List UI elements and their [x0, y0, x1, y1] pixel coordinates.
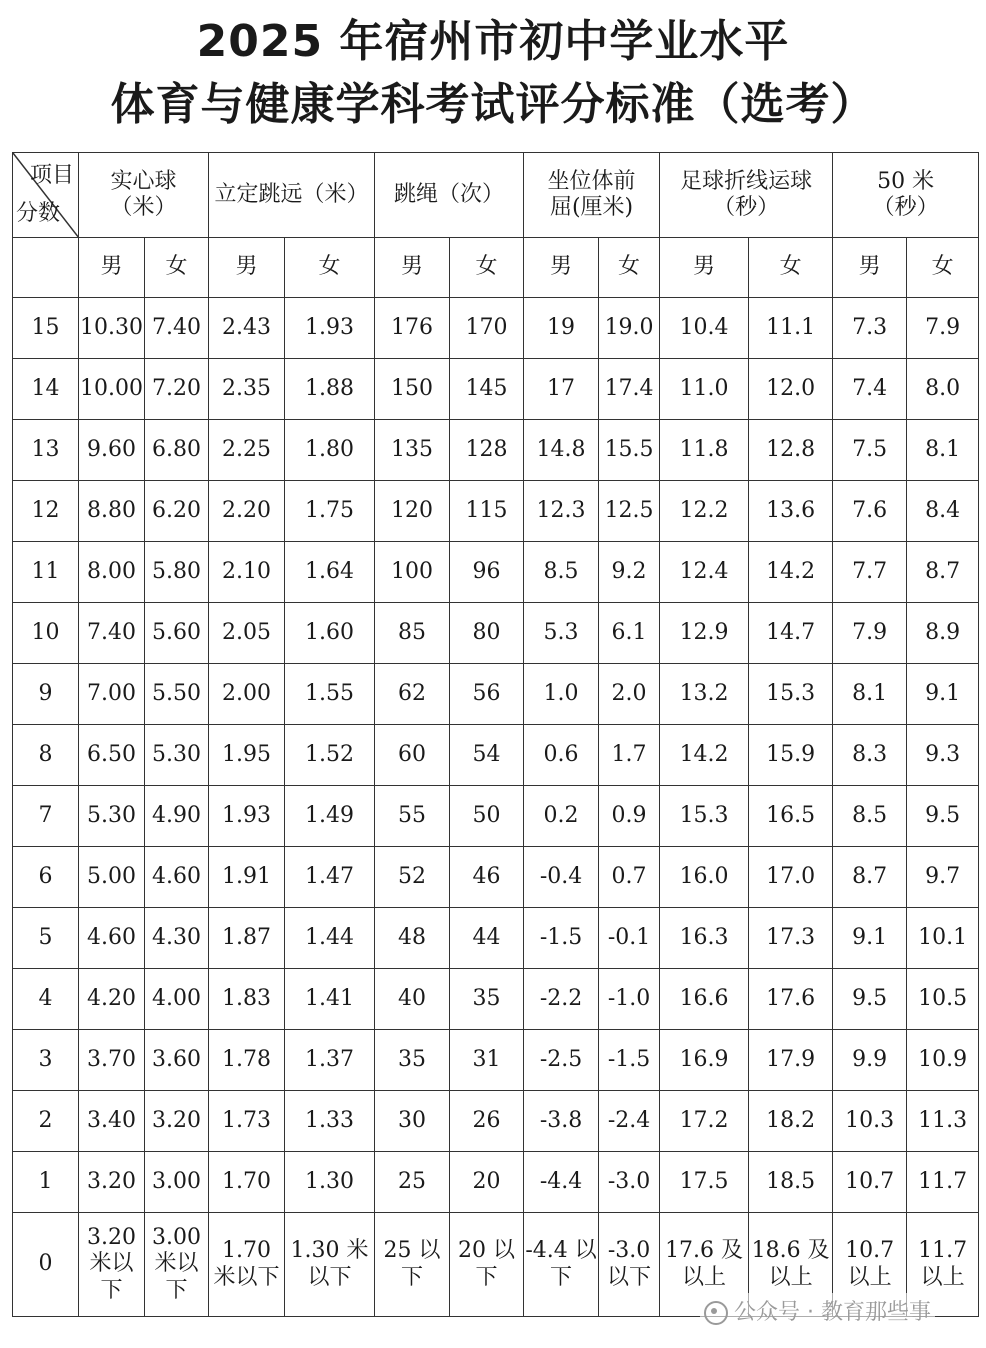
value-cell: 8.1 [833, 664, 907, 725]
value-cell: 10.4 [660, 298, 749, 359]
value-cell: -1.5 [599, 1030, 660, 1091]
value-cell: 1.60 [285, 603, 375, 664]
value-cell: -3.0 [599, 1152, 660, 1213]
value-cell: 17.6 [749, 969, 833, 1030]
item-header: 立定跳远（米） [209, 153, 375, 238]
wechat-icon [704, 1301, 728, 1325]
value-cell: 1.87 [209, 908, 285, 969]
value-cell: 26 [450, 1091, 524, 1152]
value-cell: 11.1 [749, 298, 833, 359]
value-cell: 9.1 [907, 664, 979, 725]
value-cell: 12.3 [524, 481, 599, 542]
value-cell: 17.3 [749, 908, 833, 969]
value-cell: 6.1 [599, 603, 660, 664]
value-cell: 40 [375, 969, 450, 1030]
value-cell: 25 [375, 1152, 450, 1213]
value-cell: 11.0 [660, 359, 749, 420]
score-cell: 7 [13, 786, 79, 847]
value-cell: 1.70 米以下 [209, 1213, 285, 1317]
value-cell: -0.4 [524, 847, 599, 908]
value-cell: 6.20 [145, 481, 209, 542]
item-header: 坐位体前 屈(厘米) [524, 153, 660, 238]
value-cell: 17.4 [599, 359, 660, 420]
value-cell: 0.9 [599, 786, 660, 847]
value-cell: 9.60 [79, 420, 145, 481]
value-cell: 7.9 [833, 603, 907, 664]
value-cell: 0.7 [599, 847, 660, 908]
value-cell: 3.20 米以下 [79, 1213, 145, 1317]
value-cell: 18.2 [749, 1091, 833, 1152]
female-header: 女 [749, 238, 833, 298]
value-cell: 1.37 [285, 1030, 375, 1091]
value-cell: 7.40 [145, 298, 209, 359]
value-cell: 9.9 [833, 1030, 907, 1091]
value-cell: 11.8 [660, 420, 749, 481]
value-cell: 0.2 [524, 786, 599, 847]
value-cell: 9.1 [833, 908, 907, 969]
value-cell: 5.30 [145, 725, 209, 786]
value-cell: 3.60 [145, 1030, 209, 1091]
value-cell: -2.4 [599, 1091, 660, 1152]
value-cell: 17.5 [660, 1152, 749, 1213]
value-cell: 1.64 [285, 542, 375, 603]
value-cell: 7.3 [833, 298, 907, 359]
value-cell: 3.00 米以下 [145, 1213, 209, 1317]
value-cell: 10.1 [907, 908, 979, 969]
score-cell: 2 [13, 1091, 79, 1152]
male-header: 男 [375, 238, 450, 298]
value-cell: 1.52 [285, 725, 375, 786]
value-cell: 3.20 [145, 1091, 209, 1152]
value-cell: 15.9 [749, 725, 833, 786]
value-cell: 8.5 [524, 542, 599, 603]
value-cell: 120 [375, 481, 450, 542]
value-cell: 30 [375, 1091, 450, 1152]
value-cell: 1.70 [209, 1152, 285, 1213]
table-row [13, 847, 979, 908]
header-row-gender [13, 238, 979, 298]
score-cell: 1 [13, 1152, 79, 1213]
score-cell: 6 [13, 847, 79, 908]
item-header: 跳绳（次） [375, 153, 524, 238]
value-cell: -1.0 [599, 969, 660, 1030]
value-cell: 1.47 [285, 847, 375, 908]
table-row [13, 420, 979, 481]
value-cell: 20 以下 [450, 1213, 524, 1317]
value-cell: 8.00 [79, 542, 145, 603]
value-cell: 8.3 [833, 725, 907, 786]
value-cell: 12.2 [660, 481, 749, 542]
table-row [13, 603, 979, 664]
value-cell: 4.60 [79, 908, 145, 969]
value-cell: 12.9 [660, 603, 749, 664]
value-cell: 170 [450, 298, 524, 359]
value-cell: 8.1 [907, 420, 979, 481]
value-cell: 5.30 [79, 786, 145, 847]
table-row [13, 725, 979, 786]
value-cell: 17.0 [749, 847, 833, 908]
value-cell: 1.30 米以下 [285, 1213, 375, 1317]
value-cell: 18.6 及以上 [749, 1213, 833, 1317]
value-cell: 100 [375, 542, 450, 603]
value-cell: 2.0 [599, 664, 660, 725]
value-cell: 62 [375, 664, 450, 725]
value-cell: 5.50 [145, 664, 209, 725]
table-row [13, 542, 979, 603]
score-cell: 9 [13, 664, 79, 725]
value-cell: 145 [450, 359, 524, 420]
score-table [12, 152, 979, 1317]
value-cell: 10.30 [79, 298, 145, 359]
value-cell: 2.05 [209, 603, 285, 664]
score-cell: 15 [13, 298, 79, 359]
female-header: 女 [599, 238, 660, 298]
value-cell: 46 [450, 847, 524, 908]
value-cell: 3.00 [145, 1152, 209, 1213]
score-cell: 11 [13, 542, 79, 603]
value-cell: 7.20 [145, 359, 209, 420]
value-cell: 10.7 以上 [833, 1213, 907, 1317]
value-cell: 85 [375, 603, 450, 664]
value-cell: 6.80 [145, 420, 209, 481]
value-cell: 1.7 [599, 725, 660, 786]
value-cell: 17.2 [660, 1091, 749, 1152]
value-cell: 2.20 [209, 481, 285, 542]
value-cell: 1.49 [285, 786, 375, 847]
value-cell: 17.9 [749, 1030, 833, 1091]
value-cell: -0.1 [599, 908, 660, 969]
table-row [13, 481, 979, 542]
value-cell: 1.88 [285, 359, 375, 420]
female-header: 女 [285, 238, 375, 298]
value-cell: 3.40 [79, 1091, 145, 1152]
value-cell: -2.5 [524, 1030, 599, 1091]
value-cell: 1.95 [209, 725, 285, 786]
female-header: 女 [907, 238, 979, 298]
value-cell: 11.7 [907, 1152, 979, 1213]
value-cell: 1.33 [285, 1091, 375, 1152]
item-header: 实心球 （米） [79, 153, 209, 238]
value-cell: 10.5 [907, 969, 979, 1030]
value-cell: 1.91 [209, 847, 285, 908]
score-cell: 13 [13, 420, 79, 481]
value-cell: 8.5 [833, 786, 907, 847]
watermark-text: 公众号 · 教育那些事 [734, 1300, 931, 1325]
value-cell: 19 [524, 298, 599, 359]
value-cell: -4.4 [524, 1152, 599, 1213]
value-cell: 7.7 [833, 542, 907, 603]
value-cell: 5.60 [145, 603, 209, 664]
score-cell: 12 [13, 481, 79, 542]
value-cell: 8.7 [907, 542, 979, 603]
table-row [13, 969, 979, 1030]
value-cell: 14.8 [524, 420, 599, 481]
value-cell: 13.2 [660, 664, 749, 725]
value-cell: 16.9 [660, 1030, 749, 1091]
value-cell: 16.6 [660, 969, 749, 1030]
score-cell: 0 [13, 1213, 79, 1317]
value-cell: 96 [450, 542, 524, 603]
value-cell: 8.0 [907, 359, 979, 420]
value-cell: 19.0 [599, 298, 660, 359]
table-row [13, 908, 979, 969]
corner-cell [13, 153, 79, 238]
value-cell: 12.4 [660, 542, 749, 603]
table-row [13, 786, 979, 847]
value-cell: 25 以下 [375, 1213, 450, 1317]
value-cell: 16.3 [660, 908, 749, 969]
value-cell: 55 [375, 786, 450, 847]
value-cell: 1.80 [285, 420, 375, 481]
score-cell: 10 [13, 603, 79, 664]
value-cell: 1.93 [285, 298, 375, 359]
value-cell: 0.6 [524, 725, 599, 786]
female-header: 女 [450, 238, 524, 298]
value-cell: 1.44 [285, 908, 375, 969]
value-cell: 56 [450, 664, 524, 725]
value-cell: 13.6 [749, 481, 833, 542]
value-cell: 10.3 [833, 1091, 907, 1152]
value-cell: 44 [450, 908, 524, 969]
value-cell: 2.10 [209, 542, 285, 603]
value-cell: 48 [375, 908, 450, 969]
male-header: 男 [524, 238, 599, 298]
corner-top-label: 项目 [29, 163, 74, 188]
value-cell: 1.30 [285, 1152, 375, 1213]
watermark [700, 1293, 935, 1328]
value-cell: 11.7 以上 [907, 1213, 979, 1317]
value-cell: 18.5 [749, 1152, 833, 1213]
score-cell: 4 [13, 969, 79, 1030]
value-cell: 135 [375, 420, 450, 481]
value-cell: 7.00 [79, 664, 145, 725]
value-cell: 17 [524, 359, 599, 420]
value-cell: 17.6 及以上 [660, 1213, 749, 1317]
value-cell: 10.00 [79, 359, 145, 420]
value-cell: 20 [450, 1152, 524, 1213]
table-row [13, 1091, 979, 1152]
table-row [13, 664, 979, 725]
value-cell: 16.5 [749, 786, 833, 847]
value-cell: 6.50 [79, 725, 145, 786]
value-cell: 115 [450, 481, 524, 542]
value-cell: 14.2 [660, 725, 749, 786]
item-header: 足球折线运球 （秒） [660, 153, 833, 238]
value-cell: 8.80 [79, 481, 145, 542]
score-cell: 14 [13, 359, 79, 420]
value-cell: 9.5 [907, 786, 979, 847]
score-cell: 3 [13, 1030, 79, 1091]
value-cell: 16.0 [660, 847, 749, 908]
table-row [13, 359, 979, 420]
value-cell: 9.2 [599, 542, 660, 603]
value-cell: 7.9 [907, 298, 979, 359]
table-row [13, 1152, 979, 1213]
header-row-items [13, 153, 979, 238]
score-cell: 5 [13, 908, 79, 969]
value-cell: 5.80 [145, 542, 209, 603]
value-cell: 8.4 [907, 481, 979, 542]
male-header: 男 [209, 238, 285, 298]
value-cell: 15.3 [749, 664, 833, 725]
value-cell: 8.7 [833, 847, 907, 908]
corner-bottom-label: 分数 [16, 200, 61, 226]
value-cell: 5.3 [524, 603, 599, 664]
male-header: 男 [79, 238, 145, 298]
value-cell: 2.00 [209, 664, 285, 725]
value-cell: 31 [450, 1030, 524, 1091]
value-cell: 1.73 [209, 1091, 285, 1152]
value-cell: 2.25 [209, 420, 285, 481]
value-cell: 1.83 [209, 969, 285, 1030]
value-cell: 52 [375, 847, 450, 908]
value-cell: 7.6 [833, 481, 907, 542]
value-cell: 80 [450, 603, 524, 664]
item-header: 50 米 （秒） [833, 153, 979, 238]
value-cell: 4.90 [145, 786, 209, 847]
empty-cell [13, 238, 79, 298]
value-cell: 15.3 [660, 786, 749, 847]
value-cell: 1.75 [285, 481, 375, 542]
value-cell: -2.2 [524, 969, 599, 1030]
value-cell: 10.9 [907, 1030, 979, 1091]
title-line-2: 体育与健康学科考试评分标准（选考） [110, 79, 876, 130]
value-cell: 11.3 [907, 1091, 979, 1152]
value-cell: 4.20 [79, 969, 145, 1030]
value-cell: -3.0 以下 [599, 1213, 660, 1317]
value-cell: 54 [450, 725, 524, 786]
value-cell: 2.43 [209, 298, 285, 359]
value-cell: 60 [375, 725, 450, 786]
value-cell: 1.0 [524, 664, 599, 725]
value-cell: 176 [375, 298, 450, 359]
male-header: 男 [660, 238, 749, 298]
value-cell: 150 [375, 359, 450, 420]
value-cell: 35 [375, 1030, 450, 1091]
value-cell: 7.4 [833, 359, 907, 420]
value-cell: 1.41 [285, 969, 375, 1030]
value-cell: -1.5 [524, 908, 599, 969]
value-cell: 14.2 [749, 542, 833, 603]
value-cell: -4.4 以下 [524, 1213, 599, 1317]
value-cell: 9.3 [907, 725, 979, 786]
value-cell: 5.00 [79, 847, 145, 908]
value-cell: -3.8 [524, 1091, 599, 1152]
table-row [13, 298, 979, 359]
value-cell: 4.60 [145, 847, 209, 908]
value-cell: 9.5 [833, 969, 907, 1030]
value-cell: 7.40 [79, 603, 145, 664]
value-cell: 1.55 [285, 664, 375, 725]
value-cell: 3.20 [79, 1152, 145, 1213]
female-header: 女 [145, 238, 209, 298]
table-row [13, 1030, 979, 1091]
value-cell: 4.30 [145, 908, 209, 969]
value-cell: 35 [450, 969, 524, 1030]
value-cell: 3.70 [79, 1030, 145, 1091]
value-cell: 128 [450, 420, 524, 481]
score-cell: 8 [13, 725, 79, 786]
value-cell: 8.9 [907, 603, 979, 664]
value-cell: 7.5 [833, 420, 907, 481]
value-cell: 1.93 [209, 786, 285, 847]
value-cell: 12.0 [749, 359, 833, 420]
title-line-1: 2025 年宿州市初中学业水平 [196, 16, 790, 67]
male-header: 男 [833, 238, 907, 298]
value-cell: 9.7 [907, 847, 979, 908]
value-cell: 15.5 [599, 420, 660, 481]
value-cell: 12.8 [749, 420, 833, 481]
value-cell: 50 [450, 786, 524, 847]
value-cell: 4.00 [145, 969, 209, 1030]
value-cell: 2.35 [209, 359, 285, 420]
value-cell: 12.5 [599, 481, 660, 542]
value-cell: 10.7 [833, 1152, 907, 1213]
value-cell: 14.7 [749, 603, 833, 664]
value-cell: 1.78 [209, 1030, 285, 1091]
